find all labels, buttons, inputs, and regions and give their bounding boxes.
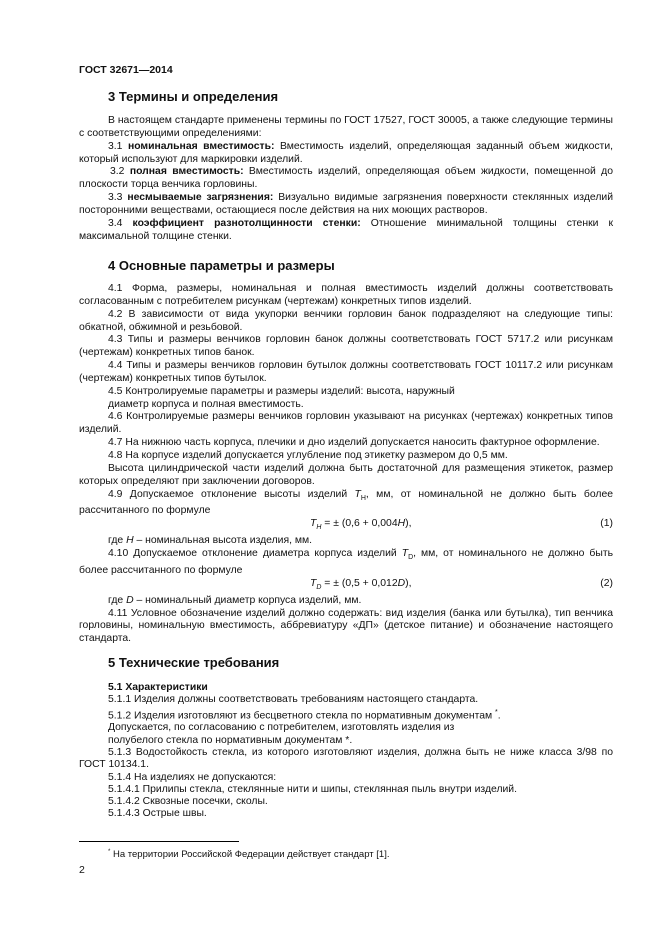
- para-5-1-2-cont2: полубелого стекла по нормативным документам *.: [108, 734, 353, 746]
- para-5-1-4-1: 5.1.4.1 Прилипы стекла, стеклянные нити и шипы, стеклянная пыль внутри изделий.: [108, 783, 517, 795]
- para-4-7: 4.7 На нижнюю часть корпуса, плечики и дно изделий допускается наносить фактурное оформление.: [108, 437, 600, 449]
- formula-number: (2): [600, 577, 613, 589]
- para-4-5: 4.5 Контролируемые параметры и размеры изделий: высота, наружный: [108, 385, 455, 397]
- para-4-10: 4.10 Допускаемое отклонение диаметра корпуса изделий $T_D$, мм, от номинального не должно быть более рассчитанного по формуле: [79, 548, 613, 576]
- footnote: * На территории Российской Федерации действует стандарт [1].: [108, 849, 390, 860]
- section-3: [79, 89, 613, 243]
- para-4-6: 4.6 Контролируемые размеры венчиков горловин указывают на рисунках (чертежах) конкретных типов изделий.: [79, 411, 613, 436]
- para-4-9: 4.9 Допускаемое отклонение высоты изделий $T_H$, мм, от номинальной не должно быть более рассчитанного по формуле: [79, 488, 613, 517]
- para-5-1-1: 5.1.1 Изделия должны соответствовать требованиям настоящего стандарта.: [108, 694, 479, 706]
- term-3-2: 3.2 полная вместимость: Вместимость изделий, определяющая объем жидкости, помещенной до плоскости торца венчика горловины.: [79, 166, 614, 191]
- formula-number: (1): [600, 518, 613, 530]
- para-4-2: 4.2 В зависимости от вида укупорки венчики горловин банок подразделяют на следующие типы: обкатной, обжимной и резьбовой.: [79, 308, 613, 333]
- term-3-4: 3.4 коэффициент разнотолщинности стенки: Отношение минимальной толщины стенки к максимальной толщине стенки.: [79, 217, 614, 242]
- formula-1: $T_H$ = ± (0,6 + 0,004H), (1): [79, 518, 613, 535]
- para-4-5-cont: диаметр корпуса и полная вместимость.: [108, 398, 304, 410]
- document-header: ГОСТ 32671—2014: [79, 64, 173, 76]
- term-3-1: 3.1 номинальная вместимость: Вместимость изделий, определяющая заданный объем жидкости, который используют для маркировки изделий.: [79, 140, 614, 165]
- para-5-1-2-cont: Допускается, по согласованию с потребителем, изготовлять изделия из: [108, 722, 455, 734]
- para-4-8-cont: Высота цилиндрической части изделий должна быть достаточной для размещения этикеток, размер которых определяют при заключении договоров.: [79, 462, 613, 487]
- footnote-separator: [79, 841, 239, 842]
- subsection-5-1: 5.1 Характеристики: [108, 682, 208, 693]
- para-5-1-3: 5.1.3 Водостойкость стекла, из которого изготовляют изделия, должна быть не ниже класса 3/98 по ГОСТ 10134.1.: [79, 746, 613, 771]
- section-5: [79, 655, 613, 821]
- term-3-3: 3.3 несмываемые загрязнения: Визуально видимые загрязнения поверхности стеклянных изделий посторонними веществами, остающиеся после действия на них моющих растворов.: [79, 192, 613, 216]
- para-4-4: 4.4 Типы и размеры венчиков горловин бутылок должны соответствовать ГОСТ 10117.2 или рисункам (чертежам) конкретных типов бутылок.: [79, 360, 613, 384]
- section-5-title: 5 Технические требования: [108, 655, 280, 670]
- formula-2: $T_D$ = ± (0,5 + 0,012D), (2): [79, 578, 613, 595]
- para-4-11: 4.11 Условное обозначение изделий должно содержать: вид изделия (банка или бутылка), тип венчика горловины, номинальную вместимость, аббревиатуру «ДП» (детское питание) и обозначение настоящего стандарта.: [79, 607, 613, 645]
- where-h: где H – номинальная высота изделия, мм.: [108, 535, 313, 547]
- page-number: 2: [79, 864, 85, 876]
- para-5-1-4-2: 5.1.4.2 Сквозные посечки, сколы.: [108, 796, 268, 808]
- section-3-intro: В настоящем стандарте применены термины по ГОСТ 17527, ГОСТ 30005, а также следующие термины с соответствующими определениями:: [79, 115, 613, 139]
- para-5-1-2: 5.1.2 Изделия изготовляют из бесцветного стекла по нормативным документам *.: [108, 708, 501, 722]
- para-5-1-4: 5.1.4 На изделиях не допускаются:: [108, 771, 277, 783]
- section-3-title: 3 Термины и определения: [108, 89, 279, 104]
- para-4-8: 4.8 На корпусе изделий допускается углубление под этикетку размером до 0,5 мм.: [108, 449, 508, 461]
- para-4-1: 4.1 Форма, размеры, номинальная и полная вместимость изделий должны соответствовать согласованным с потребителем рисункам (чертежам) конкретных типов изделий.: [79, 283, 613, 307]
- para-4-3: 4.3 Типы и размеры венчиков горловин банок должны соответствовать ГОСТ 5717.2 или рисункам (чертежам) конкретных типов банок.: [79, 334, 613, 359]
- section-4-title: 4 Основные параметры и размеры: [108, 258, 335, 273]
- para-5-1-4-3: 5.1.4.3 Острые швы.: [108, 808, 207, 820]
- section-4: [79, 258, 613, 646]
- where-d: где D – номинальный диаметр корпуса изделий, мм.: [108, 594, 362, 606]
